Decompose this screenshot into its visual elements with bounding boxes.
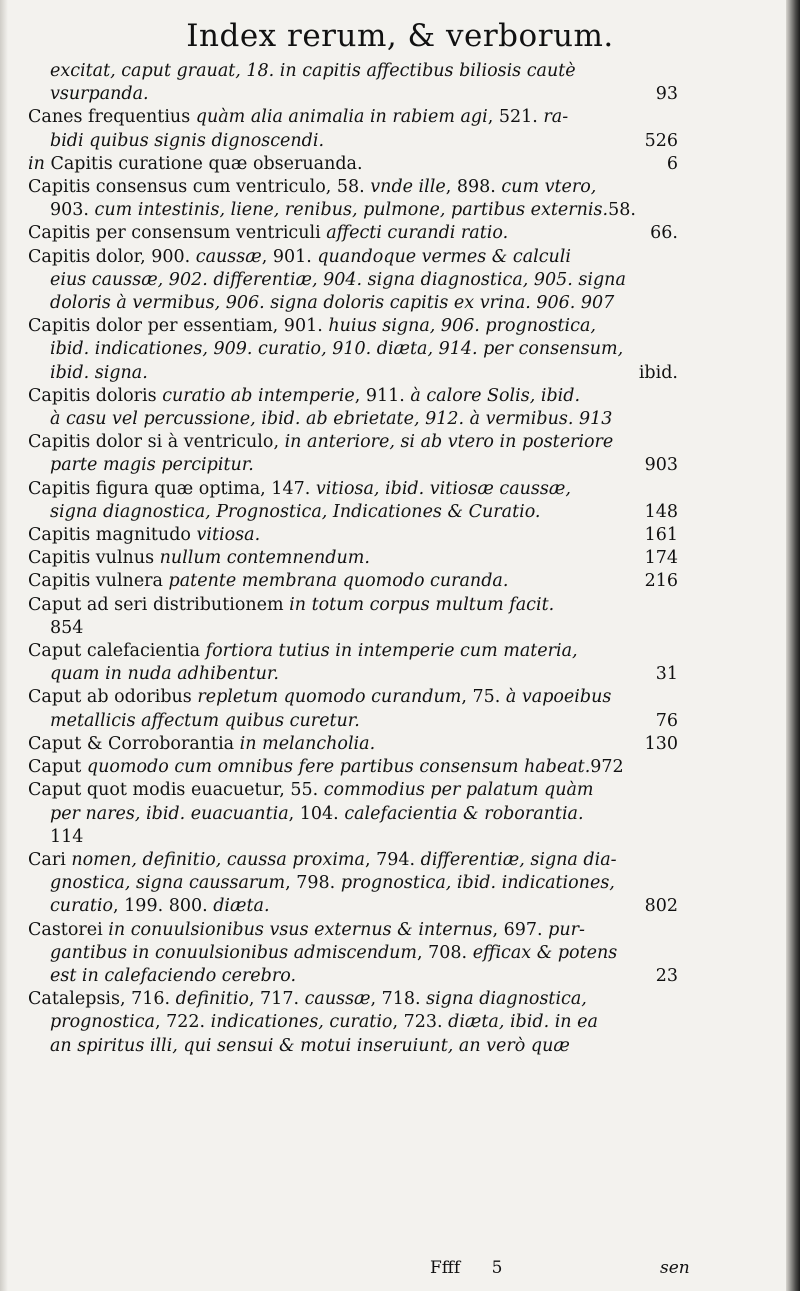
- roman-text: , 104.: [288, 803, 345, 824]
- page-reference: 174: [644, 548, 678, 569]
- roman-text: , 794.: [364, 849, 421, 870]
- italic-text: parte magis percipitur.: [50, 455, 254, 476]
- italic-text: ibid. indicationes, 909. curatio, 910. diæta, 914. per consensum,: [50, 339, 624, 360]
- index-entry: [28, 594, 678, 640]
- italic-text: à casu vel percussione, ibid. ab ebrietate, 912. à vermibus. 913: [50, 409, 613, 430]
- index-entry: [28, 176, 678, 222]
- italic-text: vitiosa.: [196, 525, 261, 546]
- roman-text: , 717.: [248, 989, 305, 1010]
- italic-text: in anteriore, si ab vtero in posteriore: [284, 432, 614, 453]
- italic-text: diæta.: [213, 896, 270, 917]
- italic-text: quàm alia animalia in rabiem agi: [195, 107, 488, 128]
- page-reference: 93: [655, 84, 678, 105]
- italic-text: fortiora tutius in intemperie cum materia,: [205, 641, 578, 662]
- italic-text: signa diagnostica, Prognostica, Indicationes & Curatio.: [50, 501, 541, 522]
- roman-text: Capitis consensus cum ventriculo, 58.: [28, 177, 371, 198]
- entry-line: [28, 60, 678, 83]
- entry-line: [28, 524, 678, 547]
- entry-line: [28, 153, 678, 176]
- italic-text: diæta, ibid. in ea: [448, 1012, 598, 1033]
- index-entries: [28, 60, 678, 1058]
- entry-line: [28, 246, 678, 269]
- italic-text: quomodo cum omnibus fere partibus consensum habeat.: [86, 757, 591, 778]
- index-entry: [28, 431, 678, 477]
- roman-text: Caput & Corroborantia: [28, 733, 240, 754]
- entry-line: [28, 176, 678, 199]
- roman-text: Catalepsis, 716.: [28, 989, 176, 1010]
- entry-line: [28, 547, 678, 570]
- index-entry: [28, 222, 678, 245]
- roman-text: Canes frequentius: [28, 107, 196, 128]
- page-reference: 66.: [650, 223, 678, 244]
- entry-line: [28, 385, 678, 408]
- italic-text: efficax & potens: [472, 942, 618, 963]
- italic-text: à vapoeibus: [505, 687, 612, 708]
- italic-text: doloris à vermibus, 906. signa doloris capitis ex vrina. 906. 907: [50, 293, 615, 314]
- italic-text: quam in nuda adhibentur.: [50, 664, 279, 685]
- italic-text: excitat, caput grauat, 18. in capitis affectibus biliosis cautè: [50, 61, 576, 81]
- roman-text: Caput ad seri distributionem: [28, 594, 290, 615]
- page-reference: 23: [655, 965, 678, 986]
- italic-text: prognostica, ibid. indicationes,: [340, 873, 615, 894]
- entry-line: [28, 756, 678, 779]
- roman-text: Capitis dolor si à ventriculo,: [28, 432, 285, 453]
- roman-text: 903.: [50, 200, 95, 221]
- italic-text: ibid. signa.: [50, 362, 148, 383]
- entry-line: [28, 199, 678, 222]
- page-reference: 216: [644, 571, 678, 592]
- entry-line: [28, 408, 678, 431]
- roman-text: 972: [590, 757, 624, 778]
- italic-text: metallicis affectum quibus curetur.: [50, 710, 360, 731]
- index-entry: [28, 570, 678, 593]
- italic-text: huius signa, 906. prognostica,: [328, 316, 596, 337]
- roman-text: , 723.: [392, 1012, 449, 1033]
- roman-text: Capitis dolor, 900.: [28, 246, 196, 267]
- page-reference: 802: [644, 896, 678, 917]
- index-entry: [28, 524, 678, 547]
- page-left-shadow: [0, 0, 8, 1291]
- italic-text: cum intestinis, liene, renibus, pulmone, partibus externis.: [94, 200, 609, 221]
- italic-text: gnostica, signa caussarum: [50, 873, 286, 894]
- italic-text: caussæ: [195, 246, 262, 267]
- italic-text: ra-: [543, 107, 569, 128]
- entry-line: [28, 1035, 678, 1058]
- signature-number: 5: [491, 1258, 503, 1278]
- entry-line: [28, 292, 678, 315]
- roman-text: Capitis per consensum ventriculi: [28, 223, 327, 244]
- entry-line: [28, 106, 678, 129]
- index-entry: [28, 988, 678, 1058]
- entry-line: [28, 362, 678, 385]
- entry-line: [28, 570, 678, 593]
- italic-text: in conuulsionibus vsus externus & internus: [108, 919, 493, 940]
- entry-line: [28, 965, 678, 988]
- roman-text: , 521.: [487, 107, 544, 128]
- entry-line: [28, 83, 678, 106]
- roman-text: Caput quot modis euacuetur, 55.: [28, 780, 324, 801]
- roman-text: Capitis dolor per essentiam, 901.: [28, 316, 329, 337]
- entry-line: [28, 803, 678, 826]
- italic-text: pur-: [548, 919, 585, 940]
- entry-line: [28, 849, 678, 872]
- italic-text: repletum quomodo curandum: [197, 687, 462, 708]
- page-reference: 130: [644, 733, 678, 754]
- entry-line: [28, 454, 678, 477]
- index-entry: [28, 547, 678, 570]
- index-entry: [28, 919, 678, 989]
- roman-text: , 708.: [417, 942, 473, 963]
- italic-text: per nares, ibid. euacuantia: [50, 803, 289, 824]
- index-entry: [28, 153, 678, 176]
- index-entry: [28, 106, 678, 152]
- roman-text: Castorei: [28, 919, 109, 940]
- index-entry: [28, 60, 678, 106]
- italic-text: definitio: [175, 989, 249, 1010]
- page-footer: [430, 1258, 690, 1278]
- italic-text: calefacientia & roborantia.: [344, 803, 584, 824]
- entry-line: [28, 269, 678, 292]
- italic-text: vsurpanda.: [50, 84, 149, 105]
- roman-text: Capitis vulnus: [28, 548, 160, 569]
- entry-line: [28, 826, 678, 849]
- entry-line: [28, 640, 678, 663]
- italic-text: an spiritus illi, qui sensui & motui inseruiunt, an verò quæ: [50, 1035, 570, 1056]
- page-binding-edge: [786, 0, 800, 1291]
- italic-text: curatio ab intemperie: [162, 385, 355, 406]
- index-entry: [28, 246, 678, 316]
- roman-text: , 697.: [492, 919, 549, 940]
- index-entry: [28, 385, 678, 431]
- roman-text: 58.: [608, 200, 636, 221]
- italic-text: gantibus in conuulsionibus admiscendum: [50, 942, 418, 963]
- entry-line: [28, 663, 678, 686]
- roman-text: , 199. 800.: [113, 896, 214, 917]
- entry-line: [28, 1011, 678, 1034]
- italic-text: quandoque vermes & calculi: [317, 246, 571, 267]
- italic-text: nomen, definitio, caussa proxima: [71, 849, 365, 870]
- index-entry: [28, 779, 678, 849]
- roman-text: 854: [50, 617, 84, 638]
- roman-text: , 901.: [261, 246, 318, 267]
- italic-text: affecti curandi ratio.: [326, 223, 509, 244]
- entry-line: [28, 338, 678, 361]
- index-entry: [28, 733, 678, 756]
- roman-text: Capitis figura quæ optima, 147.: [28, 478, 316, 499]
- page-reference: 148: [644, 501, 678, 522]
- catchword: sen: [660, 1258, 690, 1278]
- italic-text: prognostica: [50, 1012, 155, 1033]
- italic-text: eius caussæ, 902. differentiæ, 904. signa diagnostica, 905. signa: [50, 269, 626, 290]
- roman-text: Caput calefacientia: [28, 641, 206, 662]
- roman-text: , 722.: [154, 1012, 211, 1033]
- page-reference: 6: [666, 153, 678, 174]
- entry-line: [28, 988, 678, 1011]
- index-entry: [28, 756, 678, 779]
- entry-line: [28, 942, 678, 965]
- italic-text: commodius per palatum quàm: [323, 780, 594, 801]
- page-reference: ibid.: [638, 362, 678, 383]
- index-entry: [28, 478, 678, 524]
- entry-line: [28, 686, 678, 709]
- entry-line: [28, 130, 678, 153]
- entry-line: [28, 895, 678, 918]
- roman-text: Caput ab odoribus: [28, 687, 198, 708]
- page-reference: 161: [644, 525, 678, 546]
- italic-text: vnde ille: [370, 177, 446, 198]
- page-reference: 903: [644, 455, 678, 476]
- roman-text: Caput: [28, 757, 87, 778]
- page-reference: 31: [655, 664, 678, 685]
- page-reference: 526: [644, 130, 678, 151]
- italic-text: caussæ: [304, 989, 371, 1010]
- italic-text: patente membrana quomodo curanda.: [168, 571, 509, 592]
- entry-line: [28, 478, 678, 501]
- entry-line: [28, 919, 678, 942]
- roman-text: , 798.: [285, 873, 341, 894]
- entry-line: [28, 431, 678, 454]
- italic-text: in: [28, 153, 51, 174]
- entry-line: [28, 594, 678, 617]
- roman-text: Cari: [28, 849, 72, 870]
- italic-text: indicationes, curatio: [210, 1012, 393, 1033]
- roman-text: , 898.: [445, 177, 502, 198]
- roman-text: Capitis curatione quæ obseruanda.: [50, 153, 363, 174]
- italic-text: nullum contemnendum.: [159, 548, 370, 569]
- entry-line: [28, 315, 678, 338]
- entry-line: [28, 872, 678, 895]
- roman-text: , 718.: [370, 989, 427, 1010]
- entry-line: [28, 222, 678, 245]
- italic-text: in melancholia.: [239, 733, 376, 754]
- index-entry: [28, 315, 678, 385]
- roman-text: 114: [50, 826, 84, 847]
- italic-text: à calore Solis, ibid.: [410, 385, 581, 406]
- entry-line: [28, 710, 678, 733]
- entry-line: [28, 501, 678, 524]
- running-header: Index rerum, & verborum.: [186, 18, 614, 54]
- italic-text: vitiosa, ibid. vitiosæ caussæ,: [315, 478, 571, 499]
- roman-text: Capitis magnitudo: [28, 525, 197, 546]
- italic-text: in totum corpus multum facit.: [289, 594, 555, 615]
- entry-line: [28, 779, 678, 802]
- roman-text: Capitis doloris: [28, 385, 163, 406]
- entry-line: [28, 733, 678, 756]
- italic-text: differentiæ, signa dia-: [420, 849, 617, 870]
- roman-text: Capitis vulnera: [28, 571, 169, 592]
- italic-text: signa diagnostica,: [426, 989, 587, 1010]
- index-entry: [28, 686, 678, 732]
- roman-text: , 911.: [354, 385, 411, 406]
- page-reference: 76: [655, 710, 678, 731]
- italic-text: bidi quibus signis dignoscendi.: [50, 130, 325, 151]
- index-entry: [28, 849, 678, 919]
- italic-text: cum vtero,: [501, 177, 597, 198]
- italic-text: est in calefaciendo cerebro.: [50, 965, 297, 986]
- roman-text: , 75.: [461, 687, 506, 708]
- signature-mark: Ffff: [430, 1258, 461, 1278]
- entry-line: [28, 617, 678, 640]
- index-entry: [28, 640, 678, 686]
- italic-text: curatio: [50, 896, 114, 917]
